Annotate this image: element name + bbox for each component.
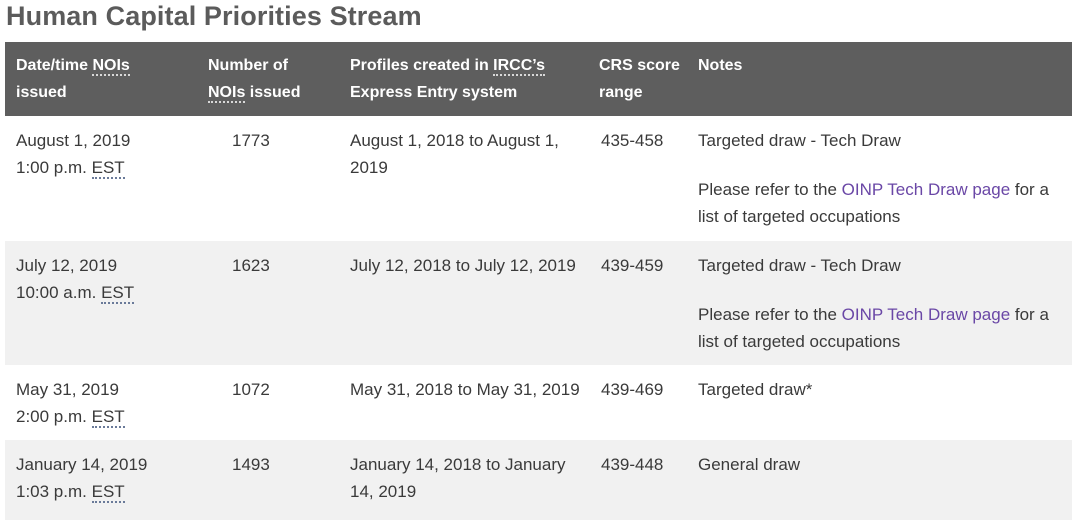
cell-profiles-created: January 14, 2018 to January 14, 2019	[350, 455, 566, 501]
note-draw-type: Targeted draw - Tech Draw	[698, 131, 901, 150]
cell-date: July 12, 2019	[16, 256, 118, 275]
page-title: Human Capital Priorities Stream	[6, 1, 422, 31]
note-reference	[698, 301, 1052, 355]
note-reference-post: for a list of targeted occupations	[698, 305, 1049, 351]
header-date-abbr-nois[interactable]: NOIs	[92, 57, 130, 74]
cell-timezone-abbr[interactable]: EST	[101, 283, 135, 302]
cell-profiles-created: August 1, 2018 to August 1, 2019	[350, 131, 559, 177]
header-number-label: Number of	[208, 57, 288, 74]
header-number-label-issued: issued	[245, 84, 301, 101]
note-reference	[698, 176, 1052, 230]
header-profiles-label: Profiles created in	[350, 57, 494, 74]
noi-draws-table	[5, 42, 1072, 520]
header-crs-score-range: CRS score range	[599, 57, 680, 101]
table-header	[5, 42, 1072, 116]
cell-notes	[693, 116, 1072, 241]
note-reference-post: for a list of targeted occupations	[698, 180, 1049, 226]
header-profiles-label-system: Express Entry system	[350, 84, 518, 101]
table-header-row	[5, 42, 1072, 116]
cell-number-of-nois: 1072	[232, 380, 270, 399]
header-number-abbr-nois[interactable]: NOIs	[208, 84, 246, 101]
cell-time: 2:00 p.m.	[16, 407, 92, 426]
cell-notes	[693, 440, 1072, 520]
oinp-tech-draw-link[interactable]: OINP Tech Draw page	[841, 305, 1011, 324]
table-row	[5, 241, 1072, 365]
cell-profiles-created: July 12, 2018 to July 12, 2019	[350, 256, 576, 275]
cell-notes	[693, 241, 1072, 365]
cell-crs-score-range: 439-469	[601, 380, 664, 399]
oinp-tech-draw-link[interactable]: OINP Tech Draw page	[841, 180, 1011, 199]
header-profiles-abbr-ircc[interactable]: IRCC’s	[493, 57, 546, 74]
header-number-of-nois	[196, 42, 338, 116]
table-row	[5, 116, 1072, 241]
cell-notes	[693, 365, 1072, 440]
note-draw-type: General draw	[698, 455, 801, 474]
header-date-label-issued: issued	[16, 84, 67, 101]
header-date-time	[5, 42, 196, 116]
cell-crs-score-range: 435-458	[601, 131, 664, 150]
cell-crs-score-range: 439-448	[601, 455, 664, 474]
cell-profiles-created: May 31, 2018 to May 31, 2019	[350, 380, 580, 399]
cell-date-time	[5, 116, 196, 241]
cell-date-time	[5, 241, 196, 365]
cell-timezone-abbr[interactable]: EST	[91, 407, 125, 426]
cell-date-time	[5, 365, 196, 440]
note-reference-pre: Please refer to the	[698, 305, 842, 324]
cell-crs-score-range: 439-459	[601, 256, 664, 275]
cell-time: 1:00 p.m.	[16, 158, 92, 177]
cell-timezone-abbr[interactable]: EST	[91, 158, 125, 177]
note-draw-type: Targeted draw - Tech Draw	[698, 256, 901, 275]
cell-number-of-nois: 1623	[232, 256, 270, 275]
note-draw-type: Targeted draw*	[698, 380, 813, 399]
header-notes: Notes	[698, 57, 743, 74]
cell-date-time	[5, 440, 196, 520]
cell-time: 1:03 p.m.	[16, 482, 92, 501]
table-row	[5, 440, 1072, 520]
table-body	[5, 116, 1072, 520]
note-reference-pre: Please refer to the	[698, 180, 842, 199]
cell-date: August 1, 2019	[16, 131, 131, 150]
cell-date: May 31, 2019	[16, 380, 120, 399]
cell-timezone-abbr[interactable]: EST	[91, 482, 125, 501]
header-profiles-created	[338, 42, 594, 116]
cell-number-of-nois: 1773	[232, 131, 270, 150]
table-row	[5, 365, 1072, 440]
cell-number-of-nois: 1493	[232, 455, 270, 474]
cell-date: January 14, 2019	[16, 455, 148, 474]
header-date-label: Date/time	[16, 57, 93, 74]
cell-time: 10:00 a.m.	[16, 283, 102, 302]
